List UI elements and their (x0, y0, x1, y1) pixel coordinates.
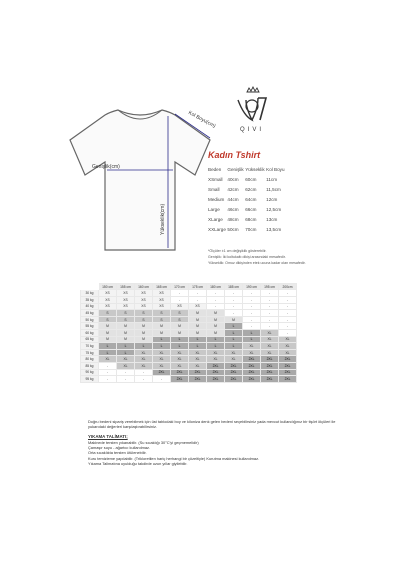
grid-cell: M (189, 310, 207, 317)
size-chart-cell: 68cm (245, 216, 257, 222)
grid-cell: L (225, 343, 243, 350)
grid-height-header: 200cm (279, 284, 297, 290)
grid-cell: M (207, 329, 225, 336)
size-chart-cell: Large (208, 206, 220, 212)
grid-cell: L (225, 336, 243, 343)
grid-cell: - (225, 310, 243, 317)
grid-cell: M (189, 316, 207, 323)
size-chart-cell: 44cm (227, 196, 239, 202)
grid-cell: L (153, 343, 171, 350)
grid-cell: XL (153, 356, 171, 363)
grid-weight-header: 40 kg (81, 303, 99, 310)
grid-cell: XL (207, 349, 225, 356)
grid-cell: 2XL (261, 356, 279, 363)
grid-cell: - (279, 296, 297, 303)
grid-cell: - (243, 296, 261, 303)
grid-row (81, 290, 297, 297)
grid-height-header: 160 cm (135, 284, 153, 290)
grid-cell: - (261, 296, 279, 303)
grid-cell: 2XL (243, 376, 261, 383)
grid-cell: XL (225, 349, 243, 356)
grid-cell: M (207, 316, 225, 323)
grid-cell: XL (135, 362, 153, 369)
grid-cell: XS (135, 290, 153, 297)
grid-cell: XL (261, 349, 279, 356)
grid-cell: M (99, 336, 117, 343)
grid-cell: - (261, 316, 279, 323)
grid-height-header: 190 cm (243, 284, 261, 290)
brand-name: QIVI (239, 127, 264, 133)
height-label: Yükseklik(cm) (160, 203, 166, 235)
grid-row (81, 349, 297, 356)
grid-cell: XL (153, 362, 171, 369)
grid-cell: M (135, 329, 153, 336)
grid-cell: S (153, 310, 171, 317)
qivi-crown-logo (232, 86, 272, 126)
grid-cell: - (189, 296, 207, 303)
grid-weight-header: 55 kg (81, 323, 99, 330)
grid-cell: XL (225, 356, 243, 363)
grid-row (81, 316, 297, 323)
grid-cell: - (279, 303, 297, 310)
grid-cell: L (171, 343, 189, 350)
grid-cell: 2XL (243, 362, 261, 369)
grid-cell: - (99, 376, 117, 383)
grid-row (81, 329, 297, 336)
size-chart-row (208, 174, 286, 184)
grid-cell: - (171, 290, 189, 297)
grid-cell: L (117, 343, 135, 350)
grid-cell: - (135, 376, 153, 383)
grid-cell: 2XL (189, 376, 207, 383)
grid-cell: - (225, 290, 243, 297)
size-chart-header: Beden (208, 166, 222, 172)
size-chart-cell: 60cm (245, 176, 257, 182)
grid-cell: XS (189, 303, 207, 310)
grid-cell: 2XL (171, 369, 189, 376)
size-chart-cell: XXLarge (208, 226, 226, 232)
size-chart-cell: Small (208, 186, 220, 192)
grid-cell: XL (279, 336, 297, 343)
size-chart-notes (208, 248, 306, 267)
care-instructions-title: YIKAMA TALİMATI; (88, 434, 128, 439)
grid-cell: 2XL (261, 369, 279, 376)
grid-cell: - (243, 316, 261, 323)
tshirt-outline-icon (60, 100, 220, 260)
grid-cell: XS (153, 296, 171, 303)
grid-row (81, 376, 297, 383)
grid-cell: S (171, 310, 189, 317)
grid-row (81, 310, 297, 317)
grid-cell: 2XL (279, 369, 297, 376)
size-chart-table (208, 164, 286, 234)
size-chart-cell: 62cm (245, 186, 257, 192)
grid-cell: L (99, 349, 117, 356)
grid-weight-header: 90 kg (81, 369, 99, 376)
grid-cell: XS (153, 303, 171, 310)
grid-cell: - (207, 296, 225, 303)
size-chart-cell: 48cm (227, 216, 239, 222)
grid-cell: M (153, 329, 171, 336)
grid-cell: - (243, 303, 261, 310)
grid-cell: 2XL (207, 362, 225, 369)
grid-cell: 2XL (243, 369, 261, 376)
grid-cell: - (153, 376, 171, 383)
grid-cell: M (99, 329, 117, 336)
size-chart-header-row (208, 164, 286, 174)
grid-cell: XS (117, 303, 135, 310)
grid-cell: S (135, 316, 153, 323)
size-chart-cell: 12,5cm (266, 206, 282, 212)
grid-cell: - (207, 290, 225, 297)
size-chart-note: Yükseklik: Omuz dikişinden etek ucuna kadar olan mesafedir. (208, 261, 306, 266)
grid-cell: - (117, 369, 135, 376)
grid-weight-header: 35 kg (81, 296, 99, 303)
grid-row (81, 362, 297, 369)
size-chart-cell: 64cm (245, 196, 257, 202)
grid-cell: S (153, 316, 171, 323)
size-chart-cell: 11cm (266, 176, 278, 182)
grid-cell: XL (171, 356, 189, 363)
grid-cell: XL (207, 356, 225, 363)
grid-cell: 2XL (189, 369, 207, 376)
grid-cell: S (99, 316, 117, 323)
grid-cell: L (171, 336, 189, 343)
grid-cell: L (207, 336, 225, 343)
grid-cell: XL (117, 362, 135, 369)
grid-cell: M (117, 323, 135, 330)
grid-cell: XL (171, 349, 189, 356)
grid-cell: - (171, 296, 189, 303)
grid-weight-header: 85 kg (81, 362, 99, 369)
grid-cell: XS (99, 290, 117, 297)
grid-weight-header: 30 kg (81, 290, 99, 297)
size-chart-row (208, 224, 286, 234)
size-chart-cell: 46cm (227, 206, 239, 212)
size-chart-note: Genişlik: İki koltukaltı dikişi arasındaki mesafedir. (208, 255, 286, 260)
grid-weight-header: 65 kg (81, 336, 99, 343)
grid-cell: - (243, 323, 261, 330)
grid-cell: L (135, 343, 153, 350)
grid-cell: M (135, 323, 153, 330)
grid-cell: XS (135, 296, 153, 303)
width-label: Genişlik(cm) (92, 164, 120, 170)
care-instruction-item: Yıkama Talimatına uyulduğu takdirde uzun yıllar giyilebilir. (88, 460, 188, 466)
grid-cell: - (117, 376, 135, 383)
size-advice-text: Doğru bedeni sipariş verebilmek için üst tablodaki boy ve kiloniza denk gelen bedeni seçebilirsiniz yada mevcut kullandığınız bir tişört ölçüleri ile yukarıdaki değerleri karşılaştırabilirsiniz. (88, 419, 336, 430)
grid-cell: XL (153, 349, 171, 356)
grid-cell: XS (117, 290, 135, 297)
grid-cell: L (189, 336, 207, 343)
grid-cell: 2XL (243, 356, 261, 363)
grid-cell: - (279, 329, 297, 336)
grid-row (81, 323, 297, 330)
grid-cell: - (279, 323, 297, 330)
grid-weight-header: 60 kg (81, 329, 99, 336)
grid-cell: - (279, 290, 297, 297)
size-chart-row (208, 214, 286, 224)
grid-cell: L (225, 323, 243, 330)
grid-cell: XS (117, 296, 135, 303)
grid-weight-header: 80 kg (81, 356, 99, 363)
grid-cell: - (225, 303, 243, 310)
grid-cell: XL (261, 329, 279, 336)
grid-cell: XS (135, 303, 153, 310)
grid-row (81, 296, 297, 303)
grid-cell: - (261, 303, 279, 310)
size-chart-cell: 42cm (227, 186, 239, 192)
grid-cell: XL (117, 356, 135, 363)
grid-cell: XL (135, 349, 153, 356)
grid-height-header: 175 cm (189, 284, 207, 290)
grid-row (81, 303, 297, 310)
grid-cell: - (261, 310, 279, 317)
grid-height-header: 185 cm (225, 284, 243, 290)
grid-cell: - (99, 362, 117, 369)
grid-cell: - (225, 296, 243, 303)
grid-cell: 2XL (261, 362, 279, 369)
grid-weight-header: 70 kg (81, 343, 99, 350)
grid-cell: S (171, 316, 189, 323)
grid-cell: - (99, 369, 117, 376)
brand-logo (232, 86, 272, 138)
size-chart-header: Genişlik (227, 166, 244, 172)
grid-height-header: 195 cm (261, 284, 279, 290)
size-chart-cell: XSmall (208, 176, 223, 182)
size-chart-cell: 11,5cm (266, 186, 281, 192)
height-weight-fit-grid (80, 283, 297, 383)
grid-cell: XS (153, 290, 171, 297)
grid-cell: M (171, 329, 189, 336)
grid-row (81, 369, 297, 376)
size-chart-cell: XLarge (208, 216, 223, 222)
grid-cell: XL (189, 356, 207, 363)
grid-cell: M (117, 329, 135, 336)
grid-cell: - (207, 303, 225, 310)
grid-weight-header: 75 kg (81, 349, 99, 356)
grid-cell: M (135, 336, 153, 343)
grid-cell: XL (243, 343, 261, 350)
grid-cell: 2XL (261, 376, 279, 383)
size-chart-cell: 40cm (227, 176, 239, 182)
grid-cell: L (99, 343, 117, 350)
grid-cell: L (189, 343, 207, 350)
grid-cell: 2XL (171, 376, 189, 383)
grid-weight-header: 45 kg (81, 310, 99, 317)
size-chart-cell: 50cm (227, 226, 239, 232)
care-instruction-item: Makinede tersten yıkanabilir. (Su sıcaklığı 30°C'yi geçmemelidir) (88, 440, 199, 445)
grid-cell: 2XL (225, 369, 243, 376)
grid-cell: M (99, 323, 117, 330)
grid-cell: 2XL (225, 376, 243, 383)
grid-height-header: 170 cm (171, 284, 189, 290)
grid-cell: M (189, 329, 207, 336)
care-instruction-item: Kuru temizleme yapılabilir. (Trikloretilen hariç herhangi bir çözeltiyle) Kurutma makinesi kullanılmaz. (88, 455, 260, 461)
grid-cell: 2XL (225, 362, 243, 369)
grid-cell: 2XL (279, 362, 297, 369)
grid-cell: - (135, 369, 153, 376)
grid-cell: XL (171, 362, 189, 369)
grid-cell: - (243, 290, 261, 297)
grid-cell: XS (99, 303, 117, 310)
grid-cell: M (207, 323, 225, 330)
size-chart-cell: 66cm (245, 206, 257, 212)
grid-cell: XL (189, 349, 207, 356)
grid-cell: L (243, 336, 261, 343)
grid-cell: XL (279, 343, 297, 350)
grid-row (81, 343, 297, 350)
sleeve-length-label: Kol Boyu(cm) (187, 110, 217, 130)
grid-cell: XL (135, 356, 153, 363)
grid-height-header: 180 cm (207, 284, 225, 290)
grid-cell: - (243, 310, 261, 317)
grid-row (81, 336, 297, 343)
grid-row (81, 356, 297, 363)
grid-cell: L (225, 329, 243, 336)
grid-cell: XL (99, 356, 117, 363)
size-chart-cell: 13cm (266, 216, 278, 222)
grid-cell: M (153, 323, 171, 330)
grid-cell: M (207, 310, 225, 317)
grid-cell: XL (279, 349, 297, 356)
size-chart-header: Kol Boyu (266, 166, 285, 172)
grid-cell: XS (99, 296, 117, 303)
size-chart-cell: 13,5cm (266, 226, 282, 232)
grid-height-header: 150 cm (99, 284, 117, 290)
grid-cell: XS (171, 303, 189, 310)
grid-cell: - (261, 323, 279, 330)
grid-cell: S (135, 310, 153, 317)
grid-cell: XL (189, 362, 207, 369)
grid-cell: M (171, 323, 189, 330)
grid-cell: S (117, 310, 135, 317)
grid-cell: L (117, 349, 135, 356)
grid-cell: - (189, 290, 207, 297)
grid-cell: 2XL (279, 376, 297, 383)
size-chart-cell: 12cm (266, 196, 278, 202)
grid-cell: S (117, 316, 135, 323)
size-chart-note: *Ölçüler ±1 cm değişiklik gösterebilir. (208, 249, 267, 253)
grid-cell: - (279, 316, 297, 323)
grid-cell: M (117, 336, 135, 343)
grid-cell: - (261, 290, 279, 297)
grid-cell: XL (261, 336, 279, 343)
grid-cell: 2XL (207, 369, 225, 376)
grid-cell: L (153, 336, 171, 343)
grid-cell: M (189, 323, 207, 330)
grid-cell: S (99, 310, 117, 317)
grid-height-header: 155 cm (117, 284, 135, 290)
size-chart-header: Yükseklik (245, 166, 265, 172)
grid-cell: XL (243, 349, 261, 356)
grid-weight-header: 50 kg (81, 316, 99, 323)
grid-cell: M (225, 316, 243, 323)
care-instructions-list (88, 440, 348, 466)
grid-weight-header: 95 kg (81, 376, 99, 383)
grid-cell: L (243, 329, 261, 336)
size-chart-row (208, 204, 286, 214)
grid-cell: 2XL (207, 376, 225, 383)
grid-cell: L (207, 343, 225, 350)
care-instruction-item: Orta sıcaklıkta tersten ütülenebilir. (88, 450, 147, 456)
size-chart-row (208, 194, 286, 204)
care-instruction-item: Çamaşır suyu - ağartıcı kullanılmaz. (88, 445, 151, 451)
size-chart-cell: 70cm (245, 226, 257, 232)
grid-cell: XL (261, 343, 279, 350)
size-chart-cell: Medium (208, 196, 225, 202)
grid-cell: 2XL (279, 356, 297, 363)
size-chart-row (208, 184, 286, 194)
grid-cell: 2XL (153, 369, 171, 376)
grid-cell: - (279, 310, 297, 317)
grid-height-header: 165 cm (153, 284, 171, 290)
size-chart-title: Kadın Tshirt (208, 150, 261, 160)
